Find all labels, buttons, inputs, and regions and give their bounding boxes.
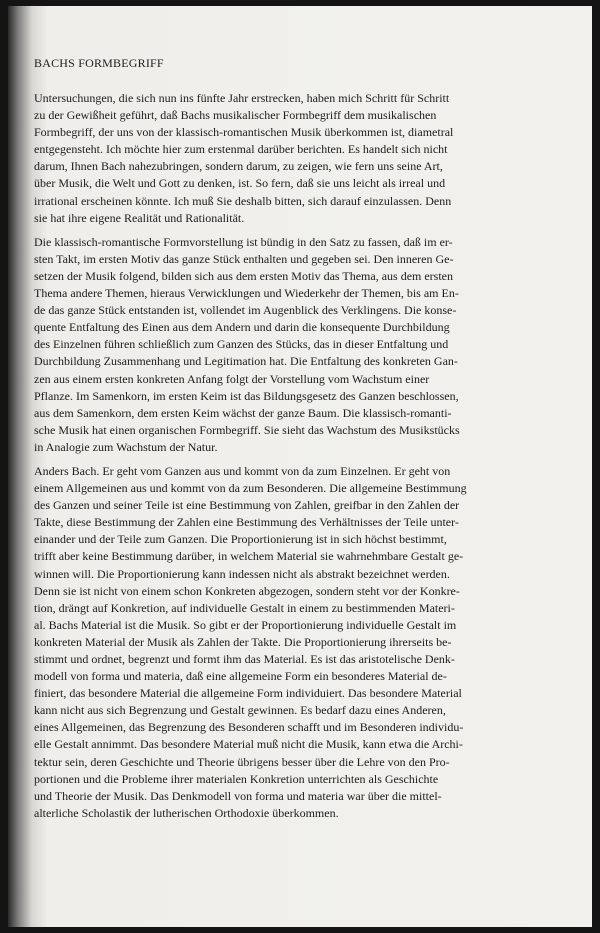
text-line: trifft aber keine Bestimmung darüber, in welchem Material sie wahrnehmbare Gestalt ge- xyxy=(34,549,464,564)
text-line: Anders Bach. Er geht vom Ganzen aus und kommt von da zum Einzelnen. Er geht von xyxy=(34,463,451,478)
text-line: winnen will. Die Proportionierung kann indessen nicht als abstrakt bezeichnet werden. xyxy=(34,566,450,581)
body-text xyxy=(34,90,572,822)
text-line: Takte, diese Bestimmung der Zahlen eine Bestimmung des Verhältnisses der Teile unter- xyxy=(34,515,459,530)
text-line: de das ganze Stück entstanden ist, vollendet im Augenblick des Verklingens. Die konse- xyxy=(34,303,457,318)
text-line: Die klassisch-romantische Formvorstellung ist bündig in den Satz zu fassen, daß im er- xyxy=(34,234,453,249)
text-line: stimmt und ordnet, begrenzt und formt ihm das Material. Es ist das aristotelische Denk- xyxy=(34,652,455,666)
paragraph-1 xyxy=(34,90,572,227)
text-line: finiert, das besondere Material die allgemeine Form individuiert. Das besondere Material xyxy=(34,686,462,701)
page-content xyxy=(34,56,572,829)
text-line: Denn sie ist nicht von einem schon Konkreten abgezogen, sondern steht vor der Konkre- xyxy=(34,583,460,598)
text-line: tektur sein, deren Geschichte und Theorie übrigens besser über die Lehre von den Pro- xyxy=(34,754,450,769)
text-line: zu der Gewißheit geführt, daß Bachs musikalischer Formbegriff dem musikalischen xyxy=(34,108,437,123)
text-line: Durchbildung Zusammenhang und Legitimation hat. Die Entfaltung des konkreten Gan- xyxy=(34,354,458,369)
text-line: Formbegriff, der uns von der klassisch-romantischen Musik überkommen ist, diametral xyxy=(34,125,454,140)
paragraph-2 xyxy=(34,234,572,456)
text-line: sie hat ihre eigene Realität und Rationalität. xyxy=(34,210,245,225)
text-line: des Ganzen und seiner Teile ist eine Bestimmung von Zahlen, greifbar in den Zahlen der xyxy=(34,498,460,513)
text-line: konkreten Material der Musik als Zahlen der Takte. Die Proportionierung ihrerseits be- xyxy=(34,634,452,649)
text-line: Untersuchungen, die sich nun ins fünfte Jahr erstrecken, haben mich Schritt für Schritt xyxy=(34,91,450,105)
chapter-title: BACHS FORMBEGRIFF xyxy=(34,56,164,70)
text-line: über Musik, die Welt und Gott zu denken, ist. So fern, daß sie uns leicht als irreal und xyxy=(34,176,446,191)
text-line: einem Allgemeinen aus und kommt von da zum Besonderen. Die allgemeine Bestimmung xyxy=(34,481,467,496)
paragraph-3 xyxy=(34,463,572,822)
text-line: darum, Ihnen Bach nahezubringen, sondern darum, zu zeigen, wie fern uns seine Art, xyxy=(34,159,443,174)
text-line: tion, drängt auf Konkretion, auf individuelle Gestalt in einem zu bestimmenden Materi- xyxy=(34,600,455,615)
text-line: Pflanze. Im Samenkorn, im ersten Keim ist das Bildungsgesetz des Ganzen beschlossen, xyxy=(34,388,459,403)
text-line: zen aus einem ersten konkreten Anfang folgt der Vorstellung vom Wachstum einer xyxy=(34,371,430,386)
text-line: aus dem Samenkorn, dem ersten Keim wächst der ganze Baum. Die klassisch-romanti- xyxy=(34,405,452,420)
text-line: modell von forma und materia, daß eine allgemeine Form ein besonderes Material de- xyxy=(34,669,447,684)
text-line: alterliche Scholastik der lutherischen Orthodoxie überkommen. xyxy=(34,805,339,820)
text-line: setzen der Musik folgend, bilden sich aus dem ersten Motiv das Thema, aus dem ersten xyxy=(34,268,454,283)
text-line: eines Allgemeinen, das Begrenzung des Besonderen schafft und im Besonderen individu- xyxy=(34,720,464,735)
text-line: portionen und die Probleme ihrer materialen Konkretion unterrichten als Geschichte xyxy=(34,771,439,786)
text-line: quente Entfaltung des Einen aus dem Andern und darin die konsequente Durchbildung xyxy=(34,320,450,335)
text-line: Thema andere Themen, hieraus Verwicklungen und Wiederkehr der Themen, bis am En- xyxy=(34,286,459,301)
text-line: einander und der Teile zum Ganzen. Die Proportionierung ist in sich höchst bestimmt, xyxy=(34,532,447,547)
text-line: irrational erscheinen könnte. Ich muß Sie deshalb bitten, sich darauf einzulassen. Denn xyxy=(34,193,452,208)
text-line: entgegensteht. Ich möchte hier zum erstenmal darüber berichten. Es handelt sich nicht xyxy=(34,142,448,157)
text-line: kann nicht aus sich Begrenzung und Gestalt gewinnen. Es bedarf dazu eines Anderen, xyxy=(34,703,446,718)
text-line: und Theorie der Musik. Das Denkmodell von forma und materia war über die mittel- xyxy=(34,788,442,803)
text-line: elle Gestalt annimmt. Das besondere Material muß nicht die Musik, kann etwa die Archi- xyxy=(34,737,463,752)
text-line: in Analogie zum Wachstum der Natur. xyxy=(34,439,218,454)
text-line: sten Takt, im ersten Motiv das ganze Stück enthalten und gegeben sei. Den inneren Ge- xyxy=(34,251,454,266)
text-line: sche Musik hat einen organischen Formbegriff. Sie sieht das Wachstum des Musikstücks xyxy=(34,422,460,437)
book-page xyxy=(8,6,592,927)
text-line: des Einzelnen führen schließlich zum Ganzen des Stücks, das in dieser Entfaltung und xyxy=(34,337,449,352)
text-line: al. Bachs Material ist die Musik. So gibt er der Proportionierung individuelle Gestalt im xyxy=(34,617,457,632)
